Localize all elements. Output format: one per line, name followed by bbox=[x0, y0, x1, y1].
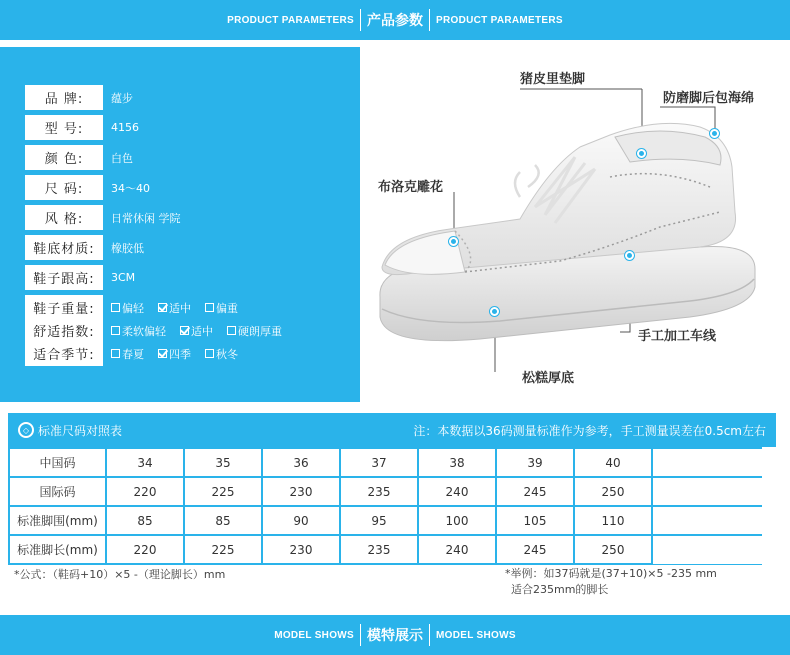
table-cell: 220 bbox=[106, 477, 184, 506]
size-table bbox=[8, 447, 762, 565]
table-cell: 85 bbox=[106, 506, 184, 535]
param-options bbox=[111, 323, 282, 339]
checkbox-checked-icon bbox=[158, 349, 167, 358]
option-label: 柔软偏轻 bbox=[122, 324, 166, 338]
callout-marker bbox=[449, 237, 458, 246]
table-cell: 235 bbox=[340, 535, 418, 564]
option-medium[interactable] bbox=[158, 300, 191, 316]
row-header: 标准脚围(mm) bbox=[9, 506, 106, 535]
callout-heel: 防磨脚后包海绵 bbox=[663, 91, 755, 106]
callout-marker bbox=[625, 251, 634, 260]
param-row-size bbox=[25, 175, 150, 200]
table-cell: 240 bbox=[418, 535, 496, 564]
param-row-model bbox=[25, 115, 139, 140]
option-label: 秋冬 bbox=[216, 347, 238, 361]
param-key: 风 格: bbox=[25, 205, 103, 230]
param-row-color bbox=[25, 145, 133, 170]
option-label: 四季 bbox=[169, 347, 191, 361]
param-key: 鞋子跟高: bbox=[25, 265, 103, 290]
banner-en-right: PRODUCT PARAMETERS bbox=[436, 14, 563, 26]
table-cell: 230 bbox=[262, 477, 340, 506]
param-row-season bbox=[25, 341, 238, 366]
param-row-sole-material bbox=[25, 235, 144, 260]
param-value: 34～40 bbox=[111, 181, 150, 195]
size-chart-title: 标准尺码对照表 bbox=[38, 423, 123, 438]
size-example-line: *举例：如37码就是(37+10)×5 -235 mm bbox=[505, 567, 717, 580]
table-row bbox=[9, 535, 762, 564]
size-chart-note: 注：本数据以36码测量标准作为参考，手工测量误差在0.5cm左右 bbox=[413, 423, 766, 438]
product-parameters-banner bbox=[0, 0, 790, 40]
size-chart bbox=[8, 413, 776, 565]
callout-stitch: 手工加工车线 bbox=[638, 329, 717, 344]
banner-divider bbox=[429, 9, 430, 31]
param-row-weight bbox=[25, 295, 238, 320]
banner-divider bbox=[360, 624, 361, 646]
table-cell: 230 bbox=[262, 535, 340, 564]
param-value: 橡胶低 bbox=[111, 241, 144, 255]
checkbox-icon bbox=[227, 326, 236, 335]
table-cell: 35 bbox=[184, 448, 262, 477]
diamond-icon: ◇ bbox=[18, 422, 34, 438]
option-label: 适中 bbox=[191, 324, 213, 338]
param-key: 适合季节: bbox=[25, 341, 103, 366]
table-blank bbox=[652, 448, 762, 477]
param-value: 白色 bbox=[111, 151, 133, 165]
shoe-illustration-area bbox=[360, 47, 790, 402]
option-label: 偏轻 bbox=[122, 301, 144, 315]
table-cell: 40 bbox=[574, 448, 652, 477]
callout-brogue: 布洛克雕花 bbox=[378, 180, 444, 195]
param-options bbox=[111, 300, 238, 316]
row-header: 国际码 bbox=[9, 477, 106, 506]
option-label: 春夏 bbox=[122, 347, 144, 361]
table-cell: 37 bbox=[340, 448, 418, 477]
table-cell: 105 bbox=[496, 506, 574, 535]
size-chart-title-group bbox=[18, 422, 122, 439]
callout-marker bbox=[710, 129, 719, 138]
option-light[interactable] bbox=[111, 300, 144, 316]
table-cell: 250 bbox=[574, 477, 652, 506]
size-example bbox=[505, 566, 717, 598]
table-cell: 245 bbox=[496, 477, 574, 506]
table-cell: 90 bbox=[262, 506, 340, 535]
param-value: 日常休闲 学院 bbox=[111, 211, 181, 225]
row-header: 中国码 bbox=[9, 448, 106, 477]
param-key: 鞋底材质: bbox=[25, 235, 103, 260]
table-cell: 34 bbox=[106, 448, 184, 477]
param-key: 颜 色: bbox=[25, 145, 103, 170]
param-key: 尺 码: bbox=[25, 175, 103, 200]
param-value: 3CM bbox=[111, 271, 136, 284]
option-label: 硬朗厚重 bbox=[238, 324, 282, 338]
option-soft[interactable] bbox=[111, 323, 166, 339]
param-value: 蕴步 bbox=[111, 91, 133, 105]
option-label: 适中 bbox=[169, 301, 191, 315]
table-cell: 38 bbox=[418, 448, 496, 477]
row-header: 标准脚长(mm) bbox=[9, 535, 106, 564]
param-key: 型 号: bbox=[25, 115, 103, 140]
table-cell: 235 bbox=[340, 477, 418, 506]
table-cell: 250 bbox=[574, 535, 652, 564]
param-value: 4156 bbox=[111, 121, 139, 134]
checkbox-checked-icon bbox=[180, 326, 189, 335]
param-row-comfort bbox=[25, 318, 282, 343]
option-medium[interactable] bbox=[180, 323, 213, 339]
checkbox-checked-icon bbox=[158, 303, 167, 312]
checkbox-icon bbox=[111, 349, 120, 358]
option-spring-summer[interactable] bbox=[111, 346, 144, 362]
callout-lining: 猪皮里垫脚 bbox=[520, 72, 586, 87]
checkbox-icon bbox=[205, 303, 214, 312]
table-cell: 245 bbox=[496, 535, 574, 564]
banner-divider bbox=[360, 9, 361, 31]
banner-en-right: MODEL SHOWS bbox=[436, 629, 516, 641]
table-cell: 36 bbox=[262, 448, 340, 477]
size-chart-header bbox=[8, 413, 776, 447]
params-panel bbox=[0, 47, 360, 402]
param-key: 鞋子重量: bbox=[25, 295, 103, 320]
table-cell: 110 bbox=[574, 506, 652, 535]
param-row-heel-height bbox=[25, 265, 135, 290]
banner-title: 产品参数 bbox=[367, 13, 423, 29]
param-options bbox=[111, 346, 238, 362]
option-autumn-winter[interactable] bbox=[205, 346, 238, 362]
table-cell: 85 bbox=[184, 506, 262, 535]
table-blank bbox=[652, 535, 762, 564]
banner-title: 模特展示 bbox=[367, 628, 423, 644]
param-key: 品 牌: bbox=[25, 85, 103, 110]
banner-divider bbox=[429, 624, 430, 646]
checkbox-icon bbox=[205, 349, 214, 358]
table-blank bbox=[652, 477, 762, 506]
param-row-brand bbox=[25, 85, 133, 110]
option-firm[interactable] bbox=[227, 323, 282, 339]
table-row bbox=[9, 477, 762, 506]
table-cell: 225 bbox=[184, 535, 262, 564]
table-blank bbox=[652, 506, 762, 535]
callout-marker bbox=[637, 149, 646, 158]
callout-sole: 松糕厚底 bbox=[522, 371, 575, 386]
table-cell: 240 bbox=[418, 477, 496, 506]
table-cell: 100 bbox=[418, 506, 496, 535]
option-heavy[interactable] bbox=[205, 300, 238, 316]
table-cell: 95 bbox=[340, 506, 418, 535]
checkbox-icon bbox=[111, 303, 120, 312]
option-label: 偏重 bbox=[216, 301, 238, 315]
param-key: 舒适指数: bbox=[25, 318, 103, 343]
model-shows-banner bbox=[0, 615, 790, 655]
table-cell: 225 bbox=[184, 477, 262, 506]
callout-marker bbox=[490, 307, 499, 316]
param-row-style bbox=[25, 205, 181, 230]
table-cell: 220 bbox=[106, 535, 184, 564]
size-example-line: 适合235mm的脚长 bbox=[511, 583, 609, 596]
banner-en-left: PRODUCT PARAMETERS bbox=[227, 14, 354, 26]
size-formula: *公式：（鞋码+10）×5 -（理论脚长）mm bbox=[14, 568, 226, 581]
table-row bbox=[9, 448, 762, 477]
table-cell: 39 bbox=[496, 448, 574, 477]
checkbox-icon bbox=[111, 326, 120, 335]
option-all-seasons[interactable] bbox=[158, 346, 191, 362]
banner-en-left: MODEL SHOWS bbox=[274, 629, 354, 641]
table-row bbox=[9, 506, 762, 535]
